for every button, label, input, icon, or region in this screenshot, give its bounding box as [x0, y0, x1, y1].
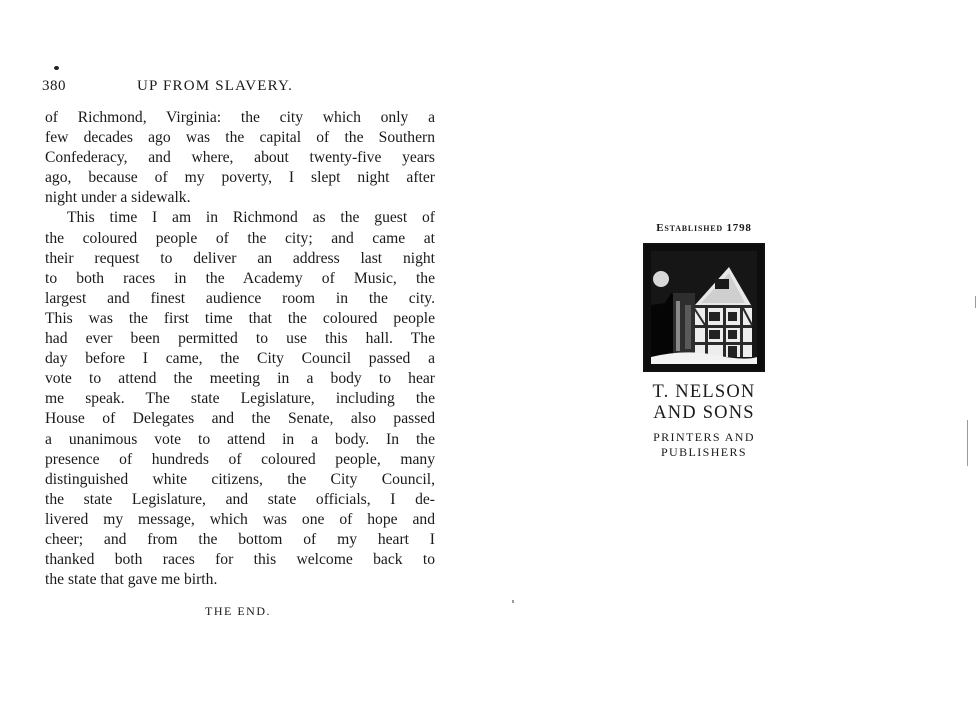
text-line: had ever been permitted to use this hall. The: [45, 330, 435, 348]
running-title: UP FROM SLAVERY.: [137, 78, 294, 94]
text-line: few decades ago was the capital of the Southern: [45, 129, 435, 147]
text-line: night under a sidewalk.: [45, 189, 191, 207]
publisher-role-line-2: PUBLISHERS: [660, 445, 748, 459]
text-line: the state Legislature, and state officials, I de-: [45, 490, 435, 508]
text-line: to both races in the Academy of Music, the: [45, 269, 435, 287]
text-line: vote to attend the meeting in a body to hear: [45, 370, 435, 388]
text-line: House of Delegates and the Senate, also passed: [45, 410, 435, 428]
the-end: THE END.: [205, 604, 271, 618]
text-line: livered my message, which was one of hope and: [45, 510, 435, 528]
text-line: This time I am in Richmond as the guest of: [67, 209, 435, 227]
left-page: [0, 0, 470, 702]
body-text: [45, 108, 435, 590]
text-line: a unanimous vote to attend in a body. In the: [45, 430, 435, 448]
text-line: their request to deliver an address last night: [45, 249, 435, 267]
text-line: cheer; and from the bottom of my heart I: [45, 530, 435, 548]
text-line: thanked both races for this welcome back to: [45, 551, 435, 569]
text-line: me speak. The state Legislature, including the: [45, 390, 435, 408]
publisher-colophon: [636, 222, 772, 460]
text-line: of Richmond, Virginia: the city which only a: [45, 109, 435, 126]
page-number: 380: [42, 78, 66, 94]
text-line: presence of hundreds of coloured people, many: [45, 450, 435, 468]
established-line: Established 1798: [656, 222, 752, 234]
text-line: day before I came, the City Council passed a: [45, 350, 435, 368]
text-line: Confederacy, and where, about twenty-five years: [45, 149, 435, 167]
publisher-role-line-1: PRINTERS AND: [653, 430, 755, 444]
text-line: the coloured people of the city; and came at: [45, 229, 435, 247]
publisher-name-line-1: T. NELSON: [652, 382, 756, 402]
publisher-name-line-2: AND SONS: [653, 403, 755, 423]
text-line: distinguished white citizens, the City Council,: [45, 470, 435, 488]
half-timbered-house-icon: [643, 243, 765, 372]
running-head: [42, 78, 342, 98]
scan-mark: [975, 296, 976, 308]
scan-mark: [967, 420, 968, 466]
text-line: ago, because of my poverty, I slept night after: [45, 169, 435, 187]
scan-mark: [512, 600, 514, 603]
text-line: the state that gave me birth.: [45, 571, 218, 589]
text-line: This was the first time that the coloured people: [45, 309, 435, 327]
text-line: largest and finest audience room in the city.: [45, 289, 435, 307]
